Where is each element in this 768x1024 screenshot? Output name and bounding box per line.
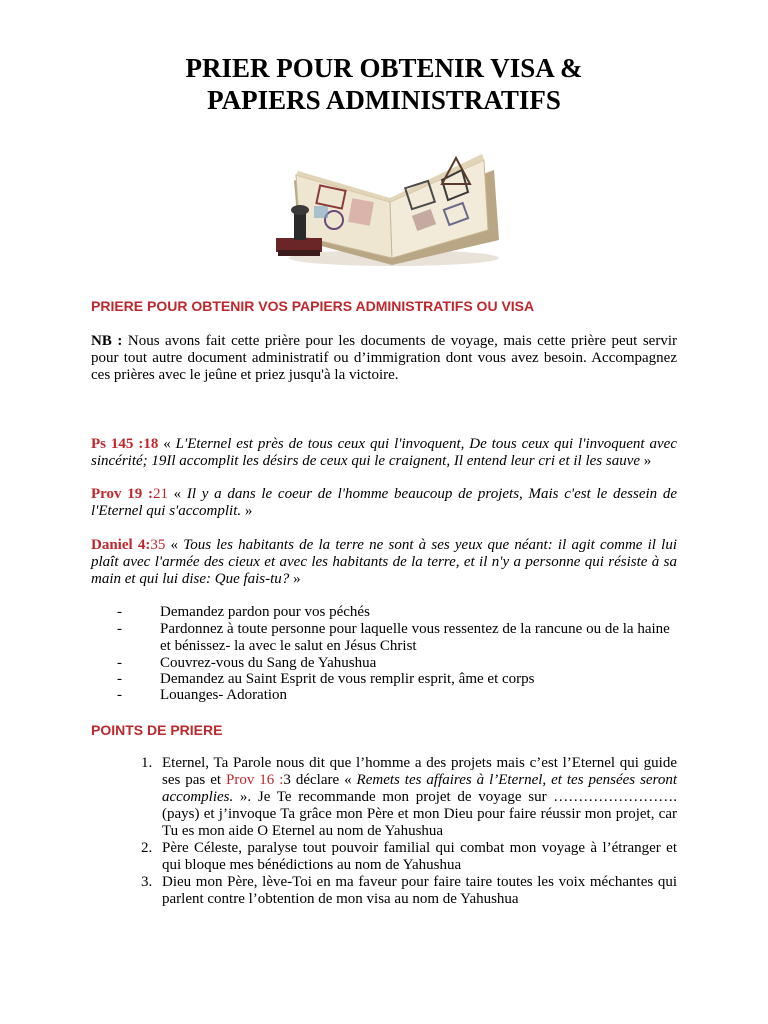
page-title — [91, 52, 677, 116]
quote-open: « — [165, 537, 184, 553]
verse-text: Il y a dans le coeur de l'homme beaucoup de projets, Mais c'est le dessein de l'Eternel qui s'accomplit. — [91, 486, 678, 519]
verse-text: Tous les habitants de la terre ne sont à ses yeux que néant: il agit comme il lui plaît avec l'armée des cieux et avec les habitants de la terre, et il n'y a personne qui résiste à sa main et qui lui dise: Que fais-tu? — [91, 537, 678, 587]
verse-ref-rest: 35 — [150, 537, 166, 553]
verse-daniel-4 — [91, 537, 677, 588]
section-heading-points: POINTS DE PRIERE — [91, 722, 223, 738]
quote-open: « — [167, 486, 187, 502]
title-line-1: PRIER POUR OBTENIR VISA & — [185, 53, 583, 83]
quote-open: « — [163, 436, 176, 452]
passport-image — [274, 140, 504, 270]
title-line-2: PAPIERS ADMINISTRATIFS — [207, 85, 561, 115]
verse-text: L'Eternel est près de tous ceux qui l'invoquent, De tous ceux qui l'invoquent avec sincérité; 19Il accomplit les désirs de ceux qui le craignent, Il entend leur cri et il les sauve — [91, 436, 677, 469]
verse-ref: Prov 19 : — [91, 486, 153, 502]
verse-prov-19 — [91, 486, 677, 520]
quote-close: » — [640, 453, 652, 469]
nb-label: NB : — [91, 333, 123, 349]
nb-text: Nous avons fait cette prière pour les documents de voyage, mais cette prière peut servir pour tout autre document administratif ou d’immigration dont vous avez besoin. Accompagnez ces prières avec le jeûne et priez jusqu'à la victoire. — [91, 333, 677, 383]
quote-close: » — [289, 571, 301, 587]
verse-ref-rest: 21 — [152, 486, 168, 502]
nb-paragraph — [91, 333, 677, 384]
verse-ref: Daniel 4: — [91, 537, 151, 553]
section-heading-prayer: PRIERE POUR OBTENIR VOS PAPIERS ADMINISTRATIFS OU VISA — [91, 298, 535, 314]
verse-ps-145 — [91, 436, 677, 470]
quote-close: » — [241, 503, 253, 519]
verse-ref: Prov 16 : — [226, 772, 284, 788]
verse-ref: Ps 145 :18 — [91, 436, 159, 452]
